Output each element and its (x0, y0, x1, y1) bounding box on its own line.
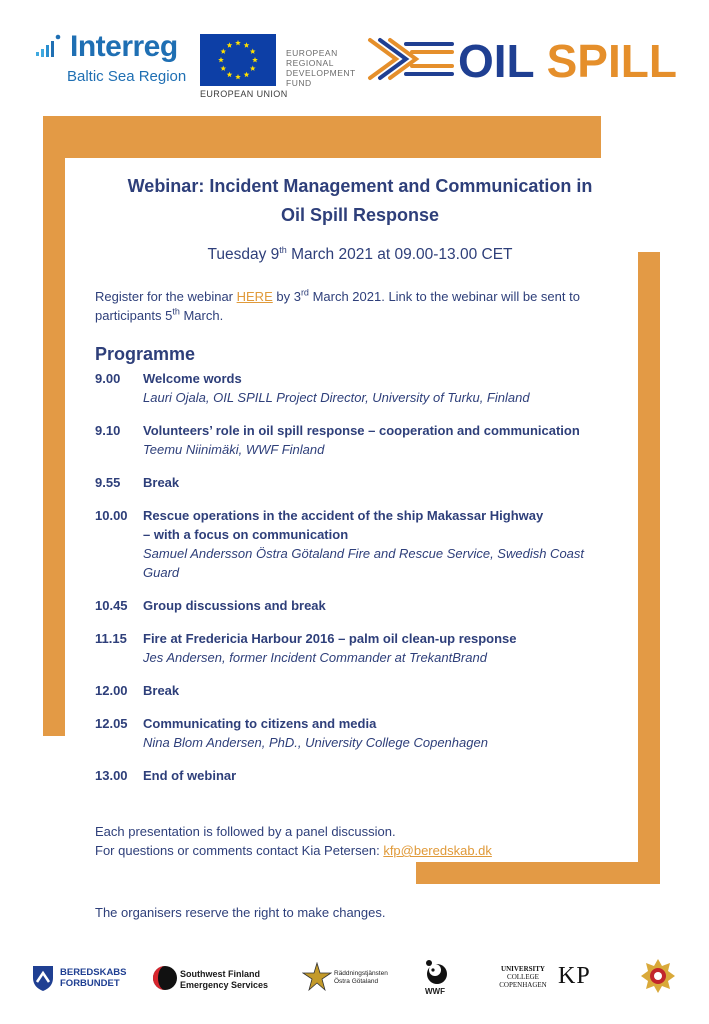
programme-item (95, 369, 625, 407)
raddning-star-icon (302, 962, 332, 992)
eu-star (250, 49, 256, 54)
eu-star (252, 57, 258, 62)
eu-star (235, 74, 241, 79)
programme-item (95, 473, 625, 492)
programme-time: 12.05 (95, 716, 128, 731)
programme-speaker: Jes Andersen, former Incident Commander at TrekantBrand (143, 650, 487, 665)
programme-time: 11.15 (95, 631, 127, 646)
title-line-2: Oil Spill Response (280, 205, 440, 225)
programme-title: Group discussions and break (143, 598, 326, 613)
programme-speaker: Guard (143, 565, 180, 580)
programme-item (95, 714, 625, 752)
programme-info (143, 714, 625, 752)
programme-title: – with a focus on communication (143, 527, 349, 542)
programme-info (143, 421, 625, 459)
programme-item (95, 766, 625, 785)
title-line-1: Webinar: Incident Management and Communication in (127, 176, 593, 196)
contact-email-link[interactable]: kfp@beredskab.dk (383, 843, 492, 858)
programme-item (95, 506, 625, 582)
programme-time: 10.45 (95, 598, 128, 613)
programme-item (95, 596, 625, 615)
programme-info (143, 596, 625, 615)
eu-star (218, 57, 224, 62)
programme-info (143, 766, 625, 785)
ucc-logo: UNIVERSITY COLLEGE COPENHAGEN (499, 965, 547, 989)
fire-service-badge-icon (640, 958, 676, 994)
programme-time: 10.00 (95, 508, 128, 523)
programme-title: Communicating to citizens and media (143, 716, 377, 731)
spill-word: SPILL (546, 35, 677, 87)
disclaimer: The organisers reserve the right to make changes. (95, 905, 386, 920)
programme-title: Break (143, 683, 180, 698)
raddning-logo: Räddningstjänsten Östra Götaland (334, 970, 388, 985)
eu-star (227, 42, 233, 47)
programme-info (143, 473, 625, 492)
programme-info (143, 681, 625, 700)
eu-flag-icon (200, 34, 276, 86)
southwest-finland-logo: Southwest Finland Emergency Services (180, 969, 269, 990)
programme-item (95, 421, 625, 459)
eu-star (250, 66, 256, 71)
programme-title: Volunteers’ role in oil spill response – cooperation and communication (143, 423, 580, 438)
programme-title: Rescue operations in the accident of the ship Makassar Highway (143, 508, 544, 523)
eu-star (227, 72, 233, 77)
programme-speaker: Samuel Andersson Östra Götaland Fire and Rescue Service, Swedish Coast (143, 546, 585, 561)
programme-speaker: Lauri Ojala, OIL SPILL Project Director, University of Turku, Finland (143, 390, 530, 405)
programme-info (143, 369, 625, 407)
frame-bottom-bar (416, 862, 660, 884)
interreg-name: Interreg (70, 30, 178, 63)
interreg-logo-icon (36, 34, 72, 60)
panel-note: Each presentation is followed by a panel discussion. (95, 824, 396, 839)
oil-spill-wordmark (458, 34, 677, 88)
programme-time: 9.55 (95, 475, 121, 490)
eu-union-label: EUROPEAN UNION (200, 89, 288, 99)
oil-spill-logo-icon (366, 32, 456, 86)
wwf-panda-icon (424, 959, 450, 985)
programme-title: End of webinar (143, 768, 237, 783)
eu-star (220, 49, 226, 54)
frame-right-bar (638, 252, 660, 884)
eu-fund-label: EUROPEAN REGIONAL DEVELOPMENT FUND (286, 48, 356, 88)
programme-item (95, 681, 625, 700)
frame-top-bar (43, 116, 601, 158)
oil-word: OIL (458, 35, 534, 87)
registration-text: Register for the webinar HERE by 3rd March 2021. Link to the webinar will be sent to participants 5th March. (95, 287, 580, 323)
register-here-link[interactable]: HERE (236, 289, 273, 304)
ucc-kp-mark: KP (558, 963, 591, 989)
southwest-finland-emblem-icon (152, 964, 178, 992)
programme-list (95, 369, 625, 785)
programme-title: Welcome words (143, 371, 242, 386)
contact-info (95, 822, 492, 860)
programme-item (95, 629, 625, 667)
beredskab-shield-icon (32, 964, 54, 992)
webinar-title (80, 172, 640, 230)
programme-time: 9.00 (95, 371, 121, 386)
programme-time: 9.10 (95, 423, 121, 438)
programme-info (143, 629, 625, 667)
programme-heading: Programme (95, 344, 196, 364)
programme-title: Break (143, 475, 180, 490)
programme-speaker: Teemu Niinimäki, WWF Finland (143, 442, 325, 457)
frame-left-bar (43, 116, 65, 736)
programme-time: 13.00 (95, 768, 128, 783)
interreg-region: Baltic Sea Region (67, 68, 187, 85)
webinar-date: Tuesday 9th March 2021 at 09.00-13.00 CET (207, 244, 513, 263)
eu-star (244, 42, 250, 47)
eu-star (220, 66, 226, 71)
programme-time: 12.00 (95, 683, 128, 698)
eu-star (244, 72, 250, 77)
beredskab-logo: BEREDSKABS FORBUNDET (60, 967, 127, 989)
programme-speaker: Nina Blom Andersen, PhD., University College Copenhagen (143, 735, 488, 750)
wwf-label: WWF (425, 987, 445, 996)
programme-title: Fire at Fredericia Harbour 2016 – palm oil clean-up response (143, 631, 517, 646)
eu-star (235, 40, 241, 45)
programme-info (143, 506, 625, 582)
contact-text: For questions or comments contact Kia Petersen: (95, 843, 384, 858)
